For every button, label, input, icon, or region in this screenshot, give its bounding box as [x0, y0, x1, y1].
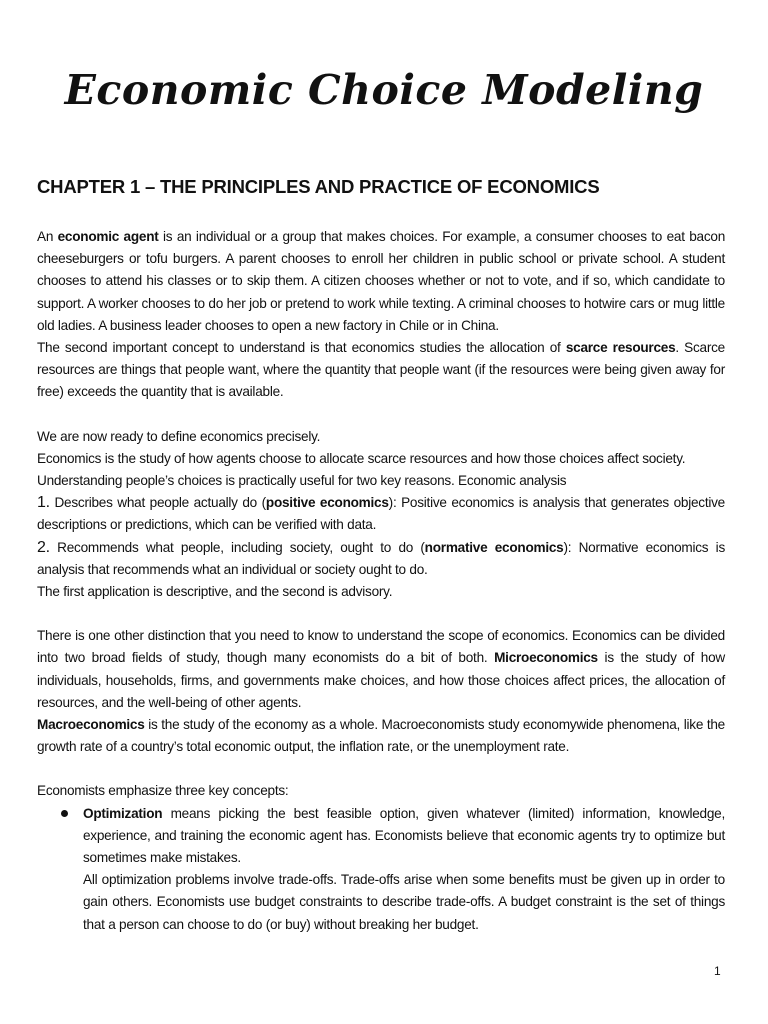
- term-scarce-resources: scarce resources: [565, 340, 676, 356]
- numbered-item-2: 2. Recommends what people, including society, ought to do (normative economics): Normative economics is analysis that recommends what an individual or society ought to do.: [37, 538, 725, 577]
- chapter-heading: CHAPTER 1 – THE PRINCIPLES AND PRACTICE OF ECONOMICS: [37, 176, 600, 197]
- paragraph-economics-definition: Economics is the study of how agents choose to allocate scarce resources and how those choices affect society.: [37, 450, 686, 466]
- paragraph-macroeconomics: Macroeconomics is the study of the economy as a whole. Macroeconomists study economywide phenomena, like the growth rate of a country’s total economic output, the inflation rate, or the unemployment rate.: [37, 717, 725, 755]
- term-economic-agent: economic agent: [57, 229, 159, 244]
- paragraph-descriptive-advisory: The first application is descriptive, and the second is advisory.: [37, 584, 393, 600]
- paragraph-microeconomics: There is one other distinction that you need to know to understand the scope of economics. Economics can be divided into two broad fields of study, though many economists do a bit of both. Microeconomics is the study of how individuals, households, firms, and governments make choices, and how those choices affect prices, the allocation of resources, and the well-being of other agents.: [37, 628, 725, 710]
- paragraph-scarce-resources: The second important concept to understand is that economics studies the allocation of scarce resources. Scarce resources are things that people want, where the quantity that people want (if the resources were being given away for free) exceeds the quantity that is available.: [37, 340, 725, 400]
- document-title: Economic Choice Modeling: [64, 66, 704, 114]
- paragraph-two-reasons: Understanding people’s choices is practically useful for two key reasons. Economic analysis: [37, 473, 567, 489]
- paragraph-key-concepts: Economists emphasize three key concepts:: [37, 783, 289, 799]
- paragraph-economic-agent: An economic agent is an individual or a group that makes choices. For example, a consumer chooses to eat bacon cheeseburgers or tofu burgers. A parent chooses to enroll her children in public school or private school. A student chooses to attend his classes or to skip them. A citizen chooses whether or not to vote, and if so, which candidate to support. A worker chooses to do her job or pretend to work while texting. A criminal chooses to hotwire cars or mug little old ladies. A business leader chooses to open a new factory in Chile or in China.: [37, 229, 726, 333]
- term-optimization: Optimization: [83, 805, 163, 821]
- term-macroeconomics: Macroeconomics: [37, 717, 145, 733]
- key-concepts-list: [37, 803, 725, 936]
- bullet-icon: [61, 810, 68, 817]
- term-positive-economics: positive economics: [265, 495, 389, 511]
- list-item-optimization: Optimization means picking the best feasible option, given whatever (limited) information, knowledge, experience, and training the economic agent has. Economists believe that economic agents try to optimize but sometimes make mistakes. All optimization problems involve trade-offs. Trade-offs arise when some benefits must be given up in order to gain others. Economists use budget constraints to describe trade-offs. A budget constraint is the set of things that a person can choose to do (or buy) without breaking her budget.: [37, 803, 725, 936]
- paragraph-define: We are now ready to define economics precisely.: [37, 428, 321, 444]
- document-body: [37, 226, 725, 936]
- page-number: 1: [714, 964, 721, 978]
- numbered-item-1: 1. Describes what people actually do (positive economics): Positive economics is analysis that generates objective descriptions or predictions, which can be verified with data.: [37, 494, 725, 533]
- term-microeconomics: Microeconomics: [494, 650, 598, 666]
- paragraph-trade-offs: All optimization problems involve trade-offs. Trade-offs arise when some benefits must be given up in order to gain others. Economists use budget constraints to describe trade-offs. A budget constraint is the set of things that a person can choose to do (or buy) without breaking her budget.: [83, 872, 725, 932]
- term-normative-economics: normative economics: [424, 539, 564, 555]
